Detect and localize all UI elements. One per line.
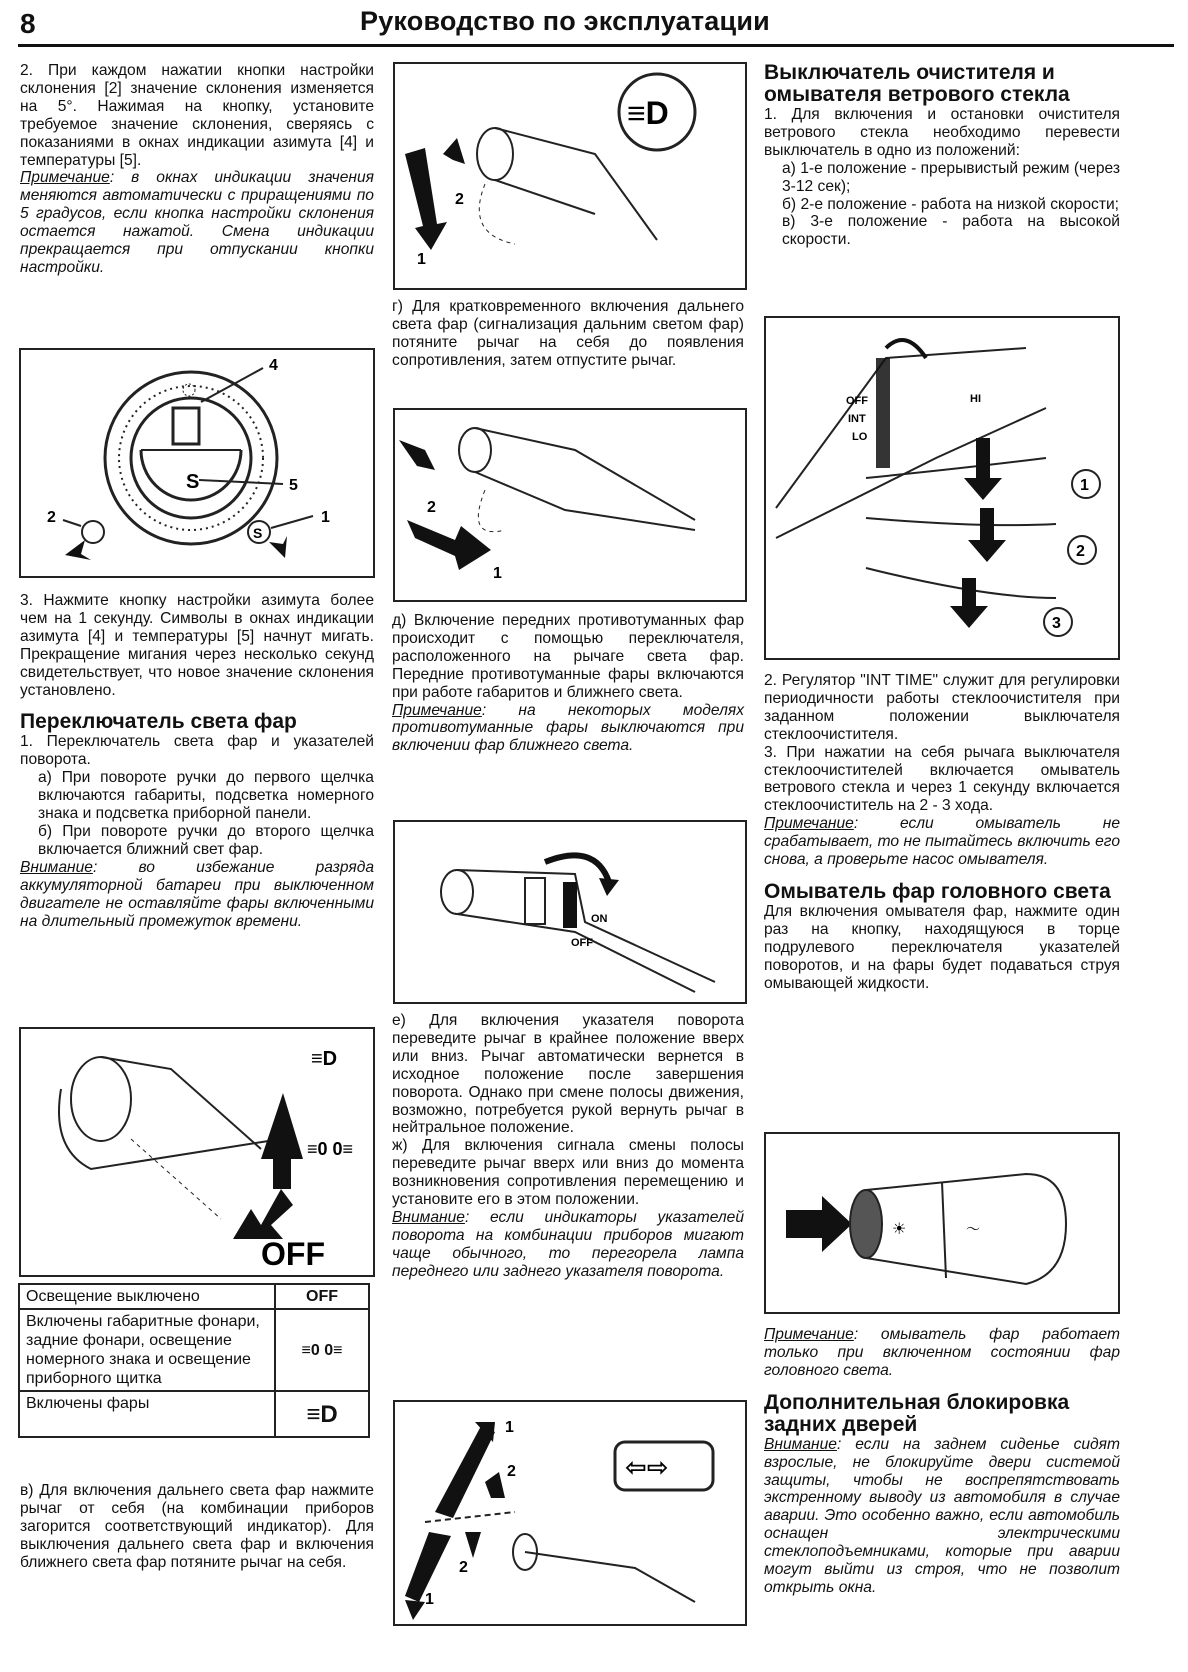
svg-text:1: 1	[493, 565, 502, 582]
note	[764, 815, 1120, 869]
svg-text:⇦⇨: ⇦⇨	[625, 1452, 669, 1482]
svg-text:〜: 〜	[966, 1221, 980, 1237]
table-row	[19, 1309, 369, 1391]
callout-5: 5	[289, 477, 298, 494]
callout-2: 2	[47, 509, 56, 526]
warning-label: Внимание	[764, 1435, 837, 1453]
note-text: : на некоторых моделях противотуманные фары выключаются при включении фар ближнего света.	[392, 701, 744, 755]
paragraph: 2. Регулятор "INT TIME" служит для регулировки периодичности работы стеклоочистителя при заданном положении выключателя стеклоочистителя.	[764, 672, 1120, 743]
table-cell: Освещение выключено	[19, 1284, 275, 1309]
svg-text:HI: HI	[970, 393, 981, 405]
col1-bottom-text	[20, 1482, 374, 1572]
table-cell: Включены габаритные фонари, задние фонари, освещение номерного знака и освещение приборного щитка	[19, 1309, 275, 1391]
col1-mid-text	[20, 592, 374, 930]
turn-signal-figure	[393, 1400, 747, 1626]
fog-lamp-figure	[393, 820, 747, 1004]
list-item: а) 1-е положение - прерывистый режим (через 3-12 сек);	[782, 159, 1120, 195]
off-symbol: OFF	[275, 1284, 369, 1309]
compass-figure	[19, 348, 375, 578]
note-label: Примечание	[764, 1326, 854, 1343]
svg-text:INT: INT	[848, 413, 866, 425]
note	[20, 169, 374, 276]
warning	[20, 859, 374, 931]
col3-bottom-text	[764, 1326, 1120, 1597]
warning-text: : во избежание разряда аккумуляторной батареи при выключенном двигателе не оставляйте фары включенными на длительный промежуток времени.	[20, 858, 374, 930]
callout-4: 4	[269, 357, 278, 374]
paragraph: г) Для кратковременного включения дальнего света фар (сигнализация дальним светом фар) потяните рычаг на себя до появления сопротивления, затем отпустите рычаг.	[392, 298, 744, 369]
svg-text:2: 2	[427, 499, 436, 516]
table-row	[19, 1391, 369, 1437]
svg-text:1: 1	[417, 251, 426, 268]
wiper-figure	[764, 316, 1120, 660]
paragraph: е) Для включения указателя поворота переведите рычаг в крайнее положение вверх или вниз. Рычаг автоматически вернется в исходное положение после завершения поворота. Однако при смене полосы движения, возможно, потребуется рукой вернуть рычаг в нейтральное положение.	[392, 1012, 744, 1137]
paragraph: 3. Нажмите кнопку настройки азимута более чем на 1 секунду. Символы в окнах индикации азимута [4] и температуры [5] начнут мигать. Прекращение мигания через несколько секунд свидетельствует, что новое значение склонения установлено.	[20, 592, 374, 699]
note-text: : если омыватель не срабатывает, то не пытайтесь включить его снова, а проверьте насос омывателя.	[764, 815, 1120, 869]
svg-text:≡0 0≡: ≡0 0≡	[307, 1139, 354, 1159]
svg-text:ON: ON	[591, 913, 608, 925]
warning-label: Внимание	[392, 1208, 465, 1226]
svg-text:1: 1	[425, 1591, 434, 1608]
high-beam-figure	[393, 62, 747, 290]
svg-text:☀: ☀	[892, 1221, 907, 1238]
flash-figure	[393, 408, 747, 602]
note-text: : омыватель фар работает только при включенном состоянии фар головного света.	[764, 1326, 1120, 1379]
paragraph: 1. Для включения и остановки очистителя ветрового стекла необходимо перевести выключатель в одно из положений:	[764, 106, 1120, 159]
warning	[764, 1436, 1120, 1597]
button-letter: S	[253, 525, 263, 541]
col2-text-d	[392, 612, 744, 755]
section-heading: Выключатель очистителя и омывателя ветрового стекла	[764, 61, 1070, 106]
off-label: OFF	[261, 1236, 325, 1272]
callout-3: 3	[1052, 615, 1061, 632]
col3-top-text	[764, 62, 1120, 249]
header-rule	[18, 44, 1174, 47]
headlamp-washer-figure	[764, 1132, 1120, 1314]
svg-text:2: 2	[455, 191, 464, 208]
paragraph: в) Для включения дальнего света фар нажмите рычаг от себя (на комбинации приборов загорится соответствующий индикатор). Для выключения дальнего света фар и включения ближнего света фар потяните рычаг на себя.	[20, 1482, 374, 1571]
paragraph: д) Включение передних противотуманных фар происходит с помощью переключателя, расположенного на рычаге света фар. Передние противотуманные фары включаются при работе габаритов и ближнего света.	[392, 612, 744, 701]
callout-1: 1	[321, 509, 330, 526]
section-heading: Омыватель фар головного света	[764, 879, 1111, 903]
light-switch-figure	[19, 1027, 375, 1277]
list-item: в) 3-е положение - работа на высокой скорости.	[782, 213, 1120, 249]
note	[392, 702, 744, 756]
col2-text-e	[392, 1012, 744, 1281]
section-heading: Переключатель света фар	[20, 710, 297, 734]
warning-text: : если на заднем сиденье сидят взрослые, не блокируйте двери системой защиты, чтобы не воспрепятствовать экстренному выводу из автомобиля в случае аварии. Это особенно важно, если автомобиль оснащен электрическими стеклоподъемниками, которые при аварии могут выйти из строя, что не позволит открыть окна.	[764, 1435, 1120, 1596]
note-label: Примечание	[392, 701, 482, 719]
list-item: б) При повороте ручки до второго щелчка включается ближний свет фар.	[38, 822, 374, 858]
callout-2: 2	[1076, 543, 1085, 560]
svg-text:OFF: OFF	[571, 937, 593, 949]
svg-text:LO: LO	[852, 431, 868, 443]
page-number: 8	[20, 8, 36, 39]
warning	[392, 1209, 744, 1281]
svg-text:OFF: OFF	[846, 395, 868, 407]
paragraph: Для включения омывателя фар, нажмите один раз на кнопку, находящуюся в торце подрулевого переключателя указателей поворотов, и на фары будет подаваться струя омывающей жидкости.	[764, 902, 1120, 992]
svg-text:≡D: ≡D	[627, 95, 669, 131]
col2-text-g	[392, 298, 744, 370]
table-row	[19, 1284, 369, 1309]
note-label: Примечание	[20, 169, 110, 187]
warning-label: Внимание	[20, 858, 93, 876]
paragraph: ж) Для включения сигнала смены полосы переведите рычаг вверх или вниз до момента возникновения сопротивления перемещению и установите его в этом положении.	[392, 1137, 744, 1209]
svg-text:2: 2	[507, 1463, 516, 1480]
parking-lights-icon: ≡0 0≡	[275, 1309, 369, 1391]
note	[764, 1326, 1120, 1380]
warning-text: : если индикаторы указателей поворота на комбинации приборов мигают чаще обычного, то перегорела лампа переднего или заднего указателя поворота.	[392, 1208, 744, 1280]
display-letter: S	[186, 471, 200, 493]
lighting-table	[18, 1283, 370, 1438]
svg-text:2: 2	[459, 1559, 468, 1576]
note-label: Примечание	[764, 815, 854, 833]
table-cell: Включены фары	[19, 1391, 275, 1437]
section-heading: Дополнительная блокировка задних дверей	[764, 1390, 1070, 1436]
note-text: : в окнах индикации значения меняются автоматически с приращениями по 5 градусов, если кнопка настройки склонения остается нажатой. Смена индикации прекращается при отпускании кнопки настройки.	[20, 169, 374, 276]
paragraph: 1. Переключатель света фар и указателей поворота.	[20, 733, 374, 769]
col3-mid-text	[764, 672, 1120, 993]
svg-text:1: 1	[505, 1419, 514, 1436]
page-title: Руководство по эксплуатации	[360, 6, 770, 36]
list-item: б) 2-е положение - работа на низкой скорости;	[782, 195, 1120, 213]
callout-1: 1	[1080, 477, 1089, 494]
svg-text:≡D: ≡D	[311, 1048, 338, 1070]
list-item: а) При повороте ручки до первого щелчка включаются габариты, подсветка номерного знака и подсветка приборной панели.	[38, 769, 374, 823]
paragraph: 2. При каждом нажатии кнопки настройки склонения [2] значение склонения изменяется на 5°. Нажимая на кнопку, установите требуемое значение склонения, сверяясь с показаниями в окнах индикации азимута [4] и температуры [5].	[20, 62, 374, 169]
col1-top-text	[20, 62, 374, 277]
headlight-icon: ≡D	[275, 1391, 369, 1437]
paragraph: 3. При нажатии на себя рычага выключателя стеклоочистителей включается омыватель ветрового стекла и через 1 секунду включается стеклоочиститель на 2 - 3 хода.	[764, 743, 1120, 815]
